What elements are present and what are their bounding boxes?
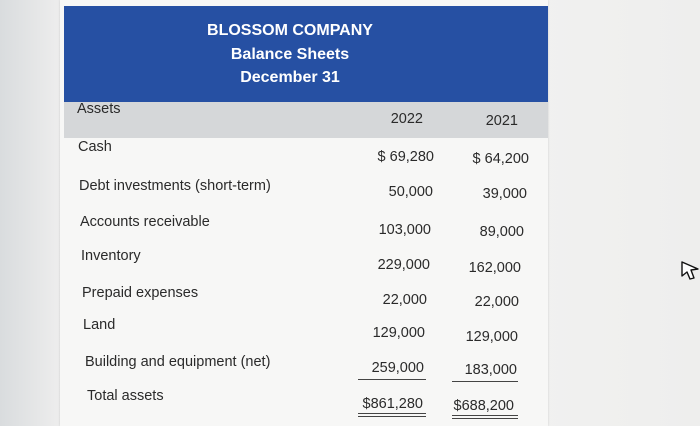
assets-heading: Assets (77, 101, 121, 117)
debt-investments-2021: 39,000 (482, 186, 527, 202)
total-double-rule-2021 (452, 415, 518, 419)
row-label-debt-investments: Debt investments (short-term) (79, 178, 271, 194)
cash-2021: $ 64,200 (472, 151, 529, 167)
mouse-pointer-icon (680, 254, 700, 289)
building-equipment-2021: 183,000 (464, 362, 517, 378)
row-label-accounts-receivable: Accounts receivable (80, 214, 210, 230)
inventory-2021: 162,000 (468, 260, 521, 276)
cash-2022: $ 69,280 (377, 149, 434, 165)
total-assets-2021: $688,200 (453, 398, 514, 414)
row-label-prepaid-expenses: Prepaid expenses (82, 285, 199, 301)
accounts-receivable-2021: 89,000 (479, 224, 524, 240)
prepaid-expenses-2022: 22,000 (382, 292, 427, 308)
row-label-inventory: Inventory (81, 248, 141, 264)
prepaid-expenses-2021: 22,000 (474, 294, 519, 310)
year-2022-header: 2022 (390, 111, 423, 127)
balance-sheet (60, 0, 548, 426)
land-2021: 129,000 (465, 329, 518, 345)
statement-header (64, 6, 548, 102)
inventory-2022: 229,000 (377, 257, 430, 273)
debt-investments-2022: 50,000 (388, 184, 433, 200)
statement-title: Balance Sheets (230, 46, 350, 63)
total-double-rule-2022 (358, 413, 426, 417)
row-label-cash: Cash (78, 139, 112, 155)
year-2021-header: 2021 (485, 113, 518, 129)
accounts-receivable-2022: 103,000 (378, 222, 431, 238)
statement-date: December 31 (240, 69, 340, 86)
company-name: BLOSSOM COMPANY (207, 22, 373, 39)
row-label-land: Land (83, 317, 116, 333)
subtotal-rule-2022 (358, 379, 426, 380)
land-2022: 129,000 (372, 325, 425, 341)
building-equipment-2022: 259,000 (371, 360, 424, 376)
total-assets-2022: $861,280 (362, 396, 423, 412)
row-label-total-assets: Total assets (87, 388, 164, 404)
subtotal-rule-2021 (452, 381, 518, 382)
row-label-building-equipment: Building and equipment (net) (85, 354, 271, 370)
